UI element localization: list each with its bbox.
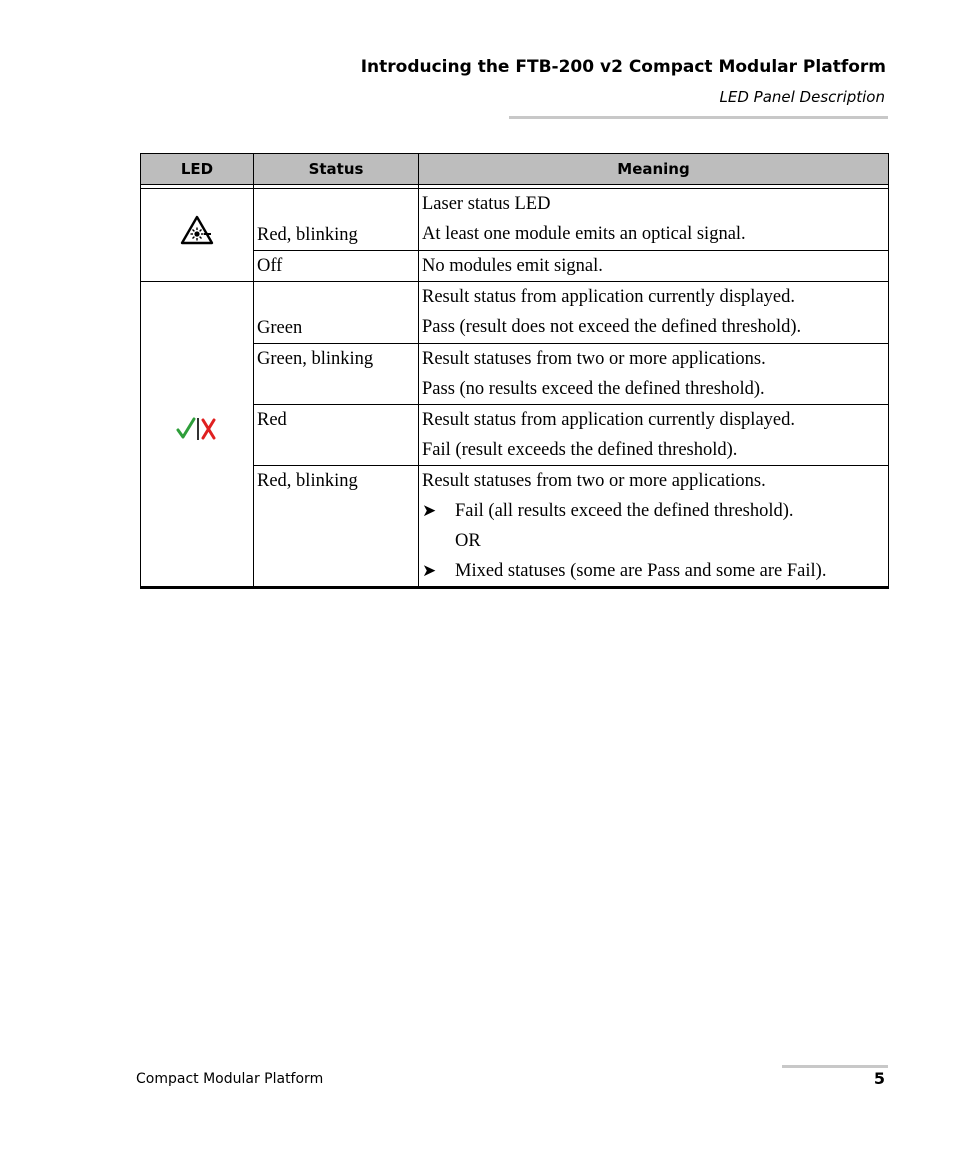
table-row: [141, 466, 889, 588]
page-number: 5: [873, 1069, 885, 1088]
led-cell-result: [141, 282, 254, 588]
column-header-meaning: Meaning: [419, 154, 889, 185]
table-header-row: [141, 154, 889, 185]
status-cell: Green: [254, 282, 419, 344]
status-cell: Green, blinking: [254, 344, 419, 405]
arrow-bullet-icon: ➤: [422, 561, 437, 580]
bullet-item: ➤ Fail (all results exceed the defined threshold).: [422, 496, 885, 526]
table-row: [141, 189, 889, 251]
table-row: [141, 405, 889, 466]
status-cell: Red, blinking: [254, 189, 419, 251]
laser-warning-icon: [180, 215, 214, 245]
arrow-bullet-icon: ➤: [422, 501, 437, 520]
meaning-cell: Laser status LED At least one module emits an optical signal.: [419, 189, 889, 251]
footer-rule: [782, 1065, 888, 1068]
chapter-title: Introducing the FTB-200 v2 Compact Modular Platform: [360, 57, 886, 77]
table-row: [141, 344, 889, 405]
bullet-item: ➤ Mixed statuses (some are Pass and some are Fail).: [422, 556, 885, 586]
meaning-cell: Result status from application currently displayed. Pass (result does not exceed the defined threshold).: [419, 282, 889, 344]
meaning-cell: Result statuses from two or more applications. ➤ Fail (all results exceed the defined threshold). OR ➤ Mixed statuses (some are Pass and some are Fail).: [419, 466, 889, 588]
meaning-cell: Result status from application currently displayed. Fail (result exceeds the defined threshold).: [419, 405, 889, 466]
pass-fail-icon: [176, 416, 218, 442]
led-table: [140, 153, 889, 589]
column-header-led: LED: [141, 154, 254, 185]
meaning-cell: No modules emit signal.: [419, 251, 889, 282]
table-row: [141, 282, 889, 344]
or-connector: OR: [455, 531, 481, 551]
led-cell-laser: [141, 189, 254, 282]
status-cell: Red: [254, 405, 419, 466]
column-header-status: Status: [254, 154, 419, 185]
table-row: [141, 251, 889, 282]
header-rule: [509, 116, 888, 119]
footer-product-name: Compact Modular Platform: [136, 1071, 324, 1087]
meaning-cell: Result statuses from two or more applications. Pass (no results exceed the defined threshold).: [419, 344, 889, 405]
section-subtitle: LED Panel Description: [719, 88, 885, 106]
status-cell: Red, blinking: [254, 466, 419, 588]
status-cell: Off: [254, 251, 419, 282]
